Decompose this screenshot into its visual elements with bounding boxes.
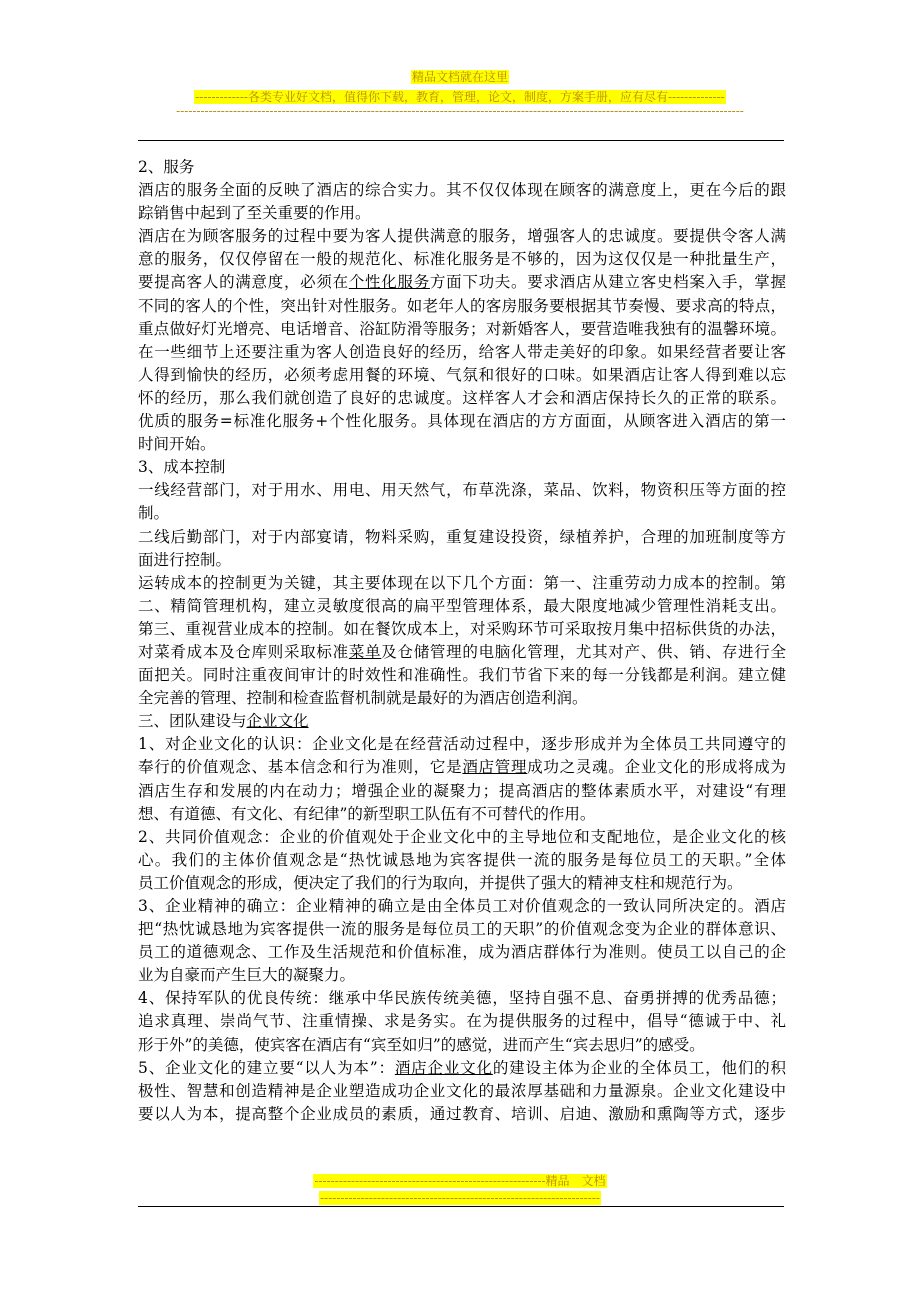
text-line: 把“热忱诚恳地为宾客提供一流的服务是每位员工的天职”的价值观念变为企业的群体意识、 (138, 920, 786, 939)
text-line: 对菜肴成本及仓库则采取标准菜单及仓储管理的电脑化管理，尤其对产、供、销、存进行全 (138, 642, 786, 661)
text-line: 全完善的管理、控制和检查监督机制就是最好的为酒店创造利润。 (138, 689, 588, 708)
text-line: 要提高客人的满意度，必须在个性化服务方面下功夫。要求酒店从建立客史档案入手，掌握 (138, 273, 786, 292)
footer-dashes: --------------------------------------------------------------------- (320, 1191, 600, 1205)
text-line: 在一些细节上还要注重为客人创造良好的经历，给客人带走美好的印象。如果经营者要让客 (138, 342, 786, 361)
text-line: 人得到愉快的经历，必须考虑用餐的环境、气氛和很好的口味。如果酒店让客人得到难以忘 (138, 365, 786, 384)
text-line: 奉行的价值观念、基本信念和行为准则，它是酒店管理成功之灵魂。企业文化的形成将成为 (138, 758, 786, 777)
header-tagline: -------------各类专业好文档，值得你下载，教育，管理，论文，制度，方案手册，应有尽有-------------- (195, 90, 725, 104)
text-line: 要以人为本，提高整个企业成员的素质，通过教育、培训、启迪、激励和熏陶等方式，逐步 (138, 1104, 786, 1123)
text-line: 5、企业文化的建立要“以人为本”：酒店企业文化的建设主体为企业的全体员工，他们的积 (138, 1058, 786, 1077)
link-corporate-culture[interactable]: 企业文化 (246, 712, 309, 731)
text-line: 怀的经历，那么我们就创造了良好的忠诚度。这样客人才会和酒店保持长久的正常的联系。 (138, 388, 786, 407)
text-line: 意的服务，仅仅停留在一般的规范化、标准化服务是不够的，因为这仅仅是一种批量生产， (138, 250, 786, 269)
text-line: 想、有道德、有文化、有纪律”的新型职工队伍有不可替代的作用。 (138, 804, 596, 823)
header-title: 精品文档就在这里 (411, 70, 508, 84)
header-dash-line: -------------------------------------------------------------------------------------------------------------------------------------------- (176, 104, 744, 118)
link-hotel-management[interactable]: 酒店管理 (462, 758, 528, 777)
text-line: 运转成本的控制更为关键，其主要体现在以下几个方面：第一、注重劳动力成本的控制。第 (138, 573, 786, 592)
text-line: 极性、智慧和创造精神是企业塑造成功企业文化的最浓厚基础和力量源泉。企业文化建设中 (138, 1081, 786, 1100)
text-line: 面把关。同时注重夜间审计的时效性和准确性。我们节省下来的每一分钱都是利润。建立健 (138, 666, 786, 685)
text-line: 酒店生存和发展的内在动力；增强企业的凝聚力；提高酒店的整体素质水平，对建设“有理 (138, 781, 786, 800)
text-line: 面进行控制。 (138, 550, 232, 569)
text-line: 4、保持军队的优良传统：继承中华民族传统美德，坚持自强不息、奋勇拼搏的优秀品德； (138, 989, 786, 1008)
link-hotel-corporate-culture[interactable]: 酒店企业文化 (394, 1058, 493, 1077)
text-line: 制。 (138, 504, 170, 523)
footer-label: ---------------------------------------------------------精品 文档 (314, 1174, 606, 1188)
footer-rule (138, 1206, 784, 1207)
header-rule (138, 140, 784, 141)
text-line: 员工的道德观念、工作及生活规范和价值标准，成为酒店群体行为准则。使员工以自己的企 (138, 943, 786, 962)
link-menu[interactable]: 菜单 (348, 642, 382, 661)
text-line: 时间开始。 (138, 435, 216, 454)
section-heading-service: 2、服务 (138, 158, 195, 176)
text-line: 心。我们的主体价值观念是“热忱诚恳地为宾客提供一流的服务是每位员工的天职。”全体 (138, 850, 786, 869)
section-heading-cost-control: 3、成本控制 (138, 458, 226, 477)
text-line: 追求真理、崇尚气节、注重情操、求是务实。在为提供服务的过程中，倡导“德诚于中、礼 (138, 1012, 786, 1031)
text-line: 第三、重视营业成本的控制。如在餐饮成本上，对采购环节可采取按月集中招标供货的办法， (138, 619, 786, 638)
text-line: 3、企业精神的确立：企业精神的确立是由全体员工对价值观念的一致认同所决定的。酒店 (138, 897, 786, 915)
text-line: 业为自豪而产生巨大的凝聚力。 (138, 966, 356, 985)
text-line: 一线经营部门，对于用水、用电、用天然气，布草洗涤，菜品、饮料，物资积压等方面的控 (138, 481, 786, 500)
text-line: 不同的客人的个性，突出针对性服务。如老年人的客房服务要根据其节奏慢、要求高的特点， (138, 296, 786, 315)
text-line: 重点做好灯光增亮、电话增音、浴缸防滑等服务；对新婚客人，要营造唯我独有的温馨环境。 (138, 319, 786, 338)
header-title-row (0, 66, 920, 85)
section-heading-team-culture: 三、团队建设与企业文化 (138, 712, 309, 731)
text-line: 1、对企业文化的认识：企业文化是在经营活动过程中，逐步形成并为全体员工共同遵守的 (138, 735, 786, 754)
text-line: 二线后勤部门，对于内部宴请，物料采购，重复建设投资，绿植养护，合理的加班制度等方 (138, 527, 786, 546)
text-line: 二、精简管理机构，建立灵敏度很高的扁平型管理体系，最大限度地减少管理性消耗支出。 (138, 596, 786, 615)
text-line: 优质的服务=标准化服务+个性化服务。具体现在酒店的方方面面，从顾客进入酒店的第一 (138, 412, 786, 431)
text-line: 酒店的服务全面的反映了酒店的综合实力。其不仅仅体现在顾客的满意度上，更在今后的跟 (138, 181, 786, 200)
text-line: 酒店在为顾客服务的过程中要为客人提供满意的服务，增强客人的忠诚度。要提供令客人满 (138, 227, 786, 246)
text-line: 2、共同价值观念：企业的价值观处于企业文化中的主导地位和支配地位，是企业文化的核 (138, 827, 786, 846)
text-line: 员工价值观念的形成，便决定了我们的行为取向，并提供了强大的精神支柱和规范行为。 (138, 873, 743, 892)
footer-line-2 (0, 1187, 920, 1206)
text-line: 踪销售中起到了至关重要的作用。 (138, 204, 371, 223)
header-tagline-row (0, 86, 920, 105)
document-body (138, 156, 786, 1126)
link-personalized-service[interactable]: 个性化服务 (348, 273, 430, 292)
text-line: 形于外”的美德，使宾客在酒店有“宾至如归”的感觉，进而产生“宾去思归”的感受。 (138, 1035, 705, 1054)
